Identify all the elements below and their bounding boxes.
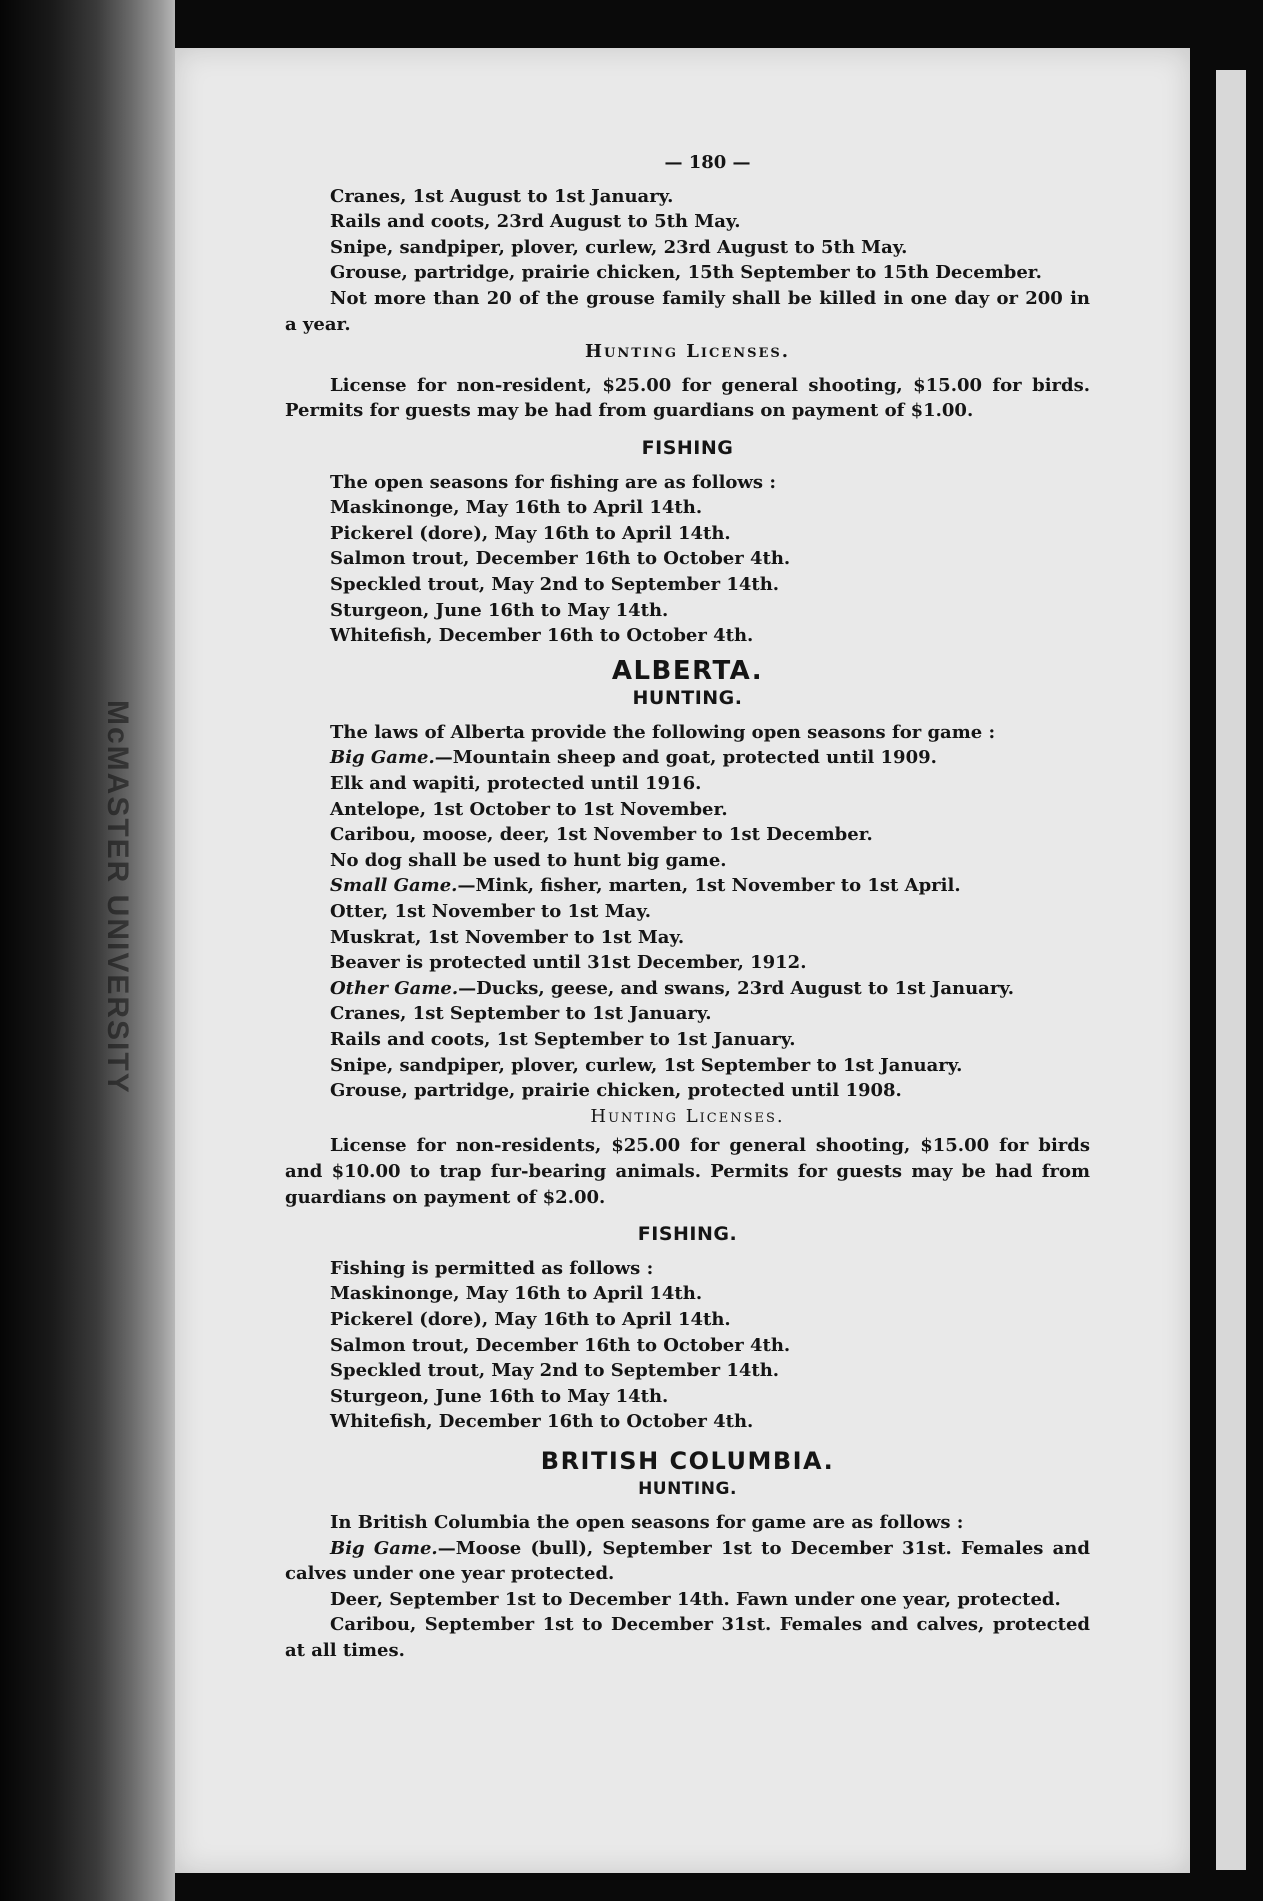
text-line: In British Columbia the open seasons for game are as follows : bbox=[330, 1512, 964, 1534]
category-text: —Mink, fisher, marten, 1st November to 1st April. bbox=[457, 875, 961, 897]
text-paragraph: Caribou, September 1st to December 31st. Females and calves, protected at all times. bbox=[285, 1614, 1090, 1662]
page-text bbox=[285, 150, 1090, 1664]
category-label: Big Game. bbox=[330, 1537, 438, 1559]
text-line: Snipe, sandpiper, plover, curlew, 23rd August to 5th May. bbox=[330, 236, 908, 258]
category-text: —Moose (bull), September 1st to December 31st. Females and calves under one year protected. bbox=[285, 1537, 1090, 1585]
text-line: Grouse, partridge, prairie chicken, 15th September to 15th December. bbox=[330, 262, 1042, 284]
text-line bbox=[285, 873, 1090, 899]
text-line: Antelope, 1st October to 1st November. bbox=[330, 798, 728, 820]
text-line: Beaver is protected until 31st December, 1912. bbox=[330, 952, 807, 974]
text-line: The laws of Alberta provide the following open seasons for game : bbox=[330, 721, 996, 743]
text-paragraph: License for non-residents, $25.00 for general shooting, $15.00 for birds and $10.00 to trap fur-bearing animals. Permits for guests may be had from guardians on payment of $2.00. bbox=[285, 1135, 1090, 1208]
text-line: Pickerel (dore), May 16th to April 14th. bbox=[330, 1308, 731, 1330]
text-line: Salmon trout, December 16th to October 4th. bbox=[330, 548, 791, 570]
section-subheading: Hunting Licenses. bbox=[590, 1105, 785, 1127]
text-line: Pickerel (dore), May 16th to April 14th. bbox=[330, 522, 731, 544]
text-line: Fishing is permitted as follows : bbox=[330, 1257, 654, 1279]
text-paragraph: Not more than 20 of the grouse family shall be killed in one day or 200 in a year. bbox=[285, 287, 1090, 335]
category-text: —Ducks, geese, and swans, 23rd August to 1st January. bbox=[458, 977, 1014, 999]
next-page-edge bbox=[1216, 70, 1246, 1870]
text-line: Sturgeon, June 16th to May 14th. bbox=[330, 599, 669, 621]
text-line: Rails and coots, 1st September to 1st January. bbox=[330, 1029, 796, 1050]
text-line: Cranes, 1st September to 1st January. bbox=[330, 1003, 712, 1025]
page-number: — 180 — bbox=[664, 152, 751, 173]
text-paragraph bbox=[285, 1536, 1090, 1587]
text-line bbox=[285, 745, 1090, 771]
section-heading: FISHING bbox=[641, 436, 734, 459]
category-label: Big Game. bbox=[330, 747, 435, 769]
text-line: Maskinonge, May 16th to April 14th. bbox=[330, 497, 703, 519]
text-line: Otter, 1st November to 1st May. bbox=[330, 901, 651, 923]
library-stamp: McMASTER UNIVERSITY bbox=[101, 700, 134, 1095]
text-line: Whitefish, December 16th to October 4th. bbox=[330, 625, 754, 647]
category-text: —Mountain sheep and goat, protected until 1909. bbox=[434, 747, 937, 769]
category-label: Other Game. bbox=[330, 977, 459, 999]
section-heading: FISHING. bbox=[637, 1223, 738, 1246]
text-line: The open seasons for fishing are as follows : bbox=[330, 471, 776, 493]
text-line: Elk and wapiti, protected until 1916. bbox=[330, 773, 702, 795]
text-line: Snipe, sandpiper, plover, curlew, 1st September to 1st January. bbox=[330, 1054, 963, 1076]
text-line bbox=[285, 976, 1090, 1002]
text-line: Salmon trout, December 16th to October 4th. bbox=[330, 1334, 791, 1356]
text-line: Rails and coots, 23rd August to 5th May. bbox=[330, 211, 741, 233]
province-heading: ALBERTA. bbox=[611, 655, 764, 686]
section-heading: HUNTING. bbox=[632, 687, 743, 710]
text-line: Whitefish, December 16th to October 4th. bbox=[330, 1411, 754, 1433]
section-subheading: Hunting Licenses. bbox=[584, 341, 791, 363]
text-line: Caribou, moose, deer, 1st November to 1st December. bbox=[330, 824, 873, 846]
text-line: Grouse, partridge, prairie chicken, protected until 1908. bbox=[330, 1080, 902, 1102]
book-binding bbox=[0, 0, 175, 1901]
category-label: Small Game. bbox=[330, 875, 458, 897]
text-paragraph: License for non-resident, $25.00 for general shooting, $15.00 for birds. Permits for guests may be had from guardians on payment of $1.00. bbox=[285, 374, 1090, 422]
text-line: Speckled trout, May 2nd to September 14th. bbox=[330, 573, 780, 595]
text-paragraph: Deer, September 1st to December 14th. Fawn under one year, protected. bbox=[330, 1588, 1061, 1610]
text-line: Sturgeon, June 16th to May 14th. bbox=[330, 1385, 669, 1407]
text-line: Cranes, 1st August to 1st January. bbox=[330, 185, 674, 207]
text-line: Muskrat, 1st November to 1st May. bbox=[330, 926, 685, 948]
text-line: No dog shall be used to hunt big game. bbox=[330, 849, 727, 871]
text-line: Speckled trout, May 2nd to September 14th. bbox=[330, 1360, 780, 1382]
text-line: Maskinonge, May 16th to April 14th. bbox=[330, 1283, 703, 1305]
section-heading: HUNTING. bbox=[638, 1478, 737, 1499]
province-heading: BRITISH COLUMBIA. bbox=[540, 1446, 835, 1475]
